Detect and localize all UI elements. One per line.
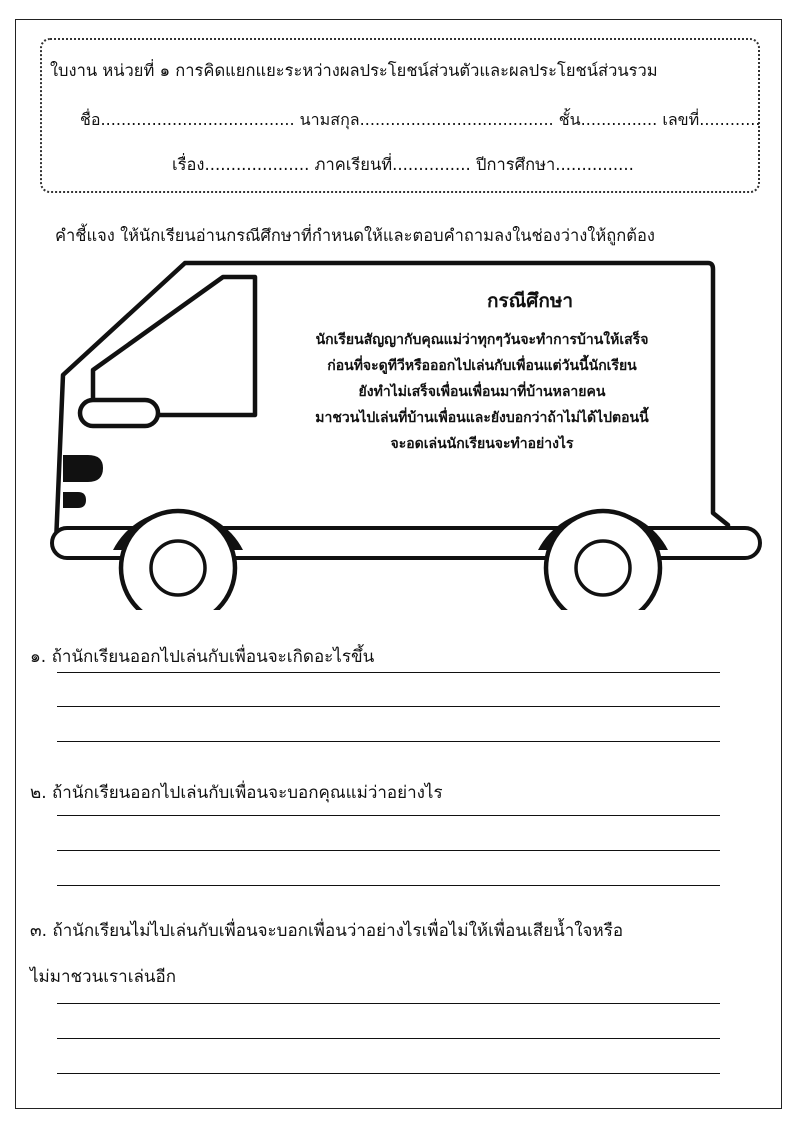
answer-line[interactable] [57,815,720,816]
case-study-line: มาชวนไปเล่นที่บ้านเพื่อนและยังบอกว่าถ้าไม่ได้ไปตอนนี้ [315,410,649,426]
answer-line[interactable] [57,885,720,886]
question-3: ๓. ถ้านักเรียนไม่ไปเล่นกับเพื่อนจะบอกเพื่อนว่าอย่างไรเพื่อไม่ให้เพื่อนเสียน้ำใจหรือ [30,921,624,941]
answer-line[interactable] [57,1073,720,1074]
case-study-text [262,327,702,457]
name-field-row: ชื่อ...................................... นามสกุล...................................... ชั้น............... เลขที่............ [80,110,761,129]
headlight [63,455,103,482]
topic-field-row: เรื่อง.................... ภาคเรียนที่............... ปีการศึกษา............... [172,155,634,174]
case-study-line: ยังทำไม่เสร็จเพื่อนเพื่อนมาที่บ้านหลายคน [358,384,606,400]
question-2: ๒. ถ้านักเรียนออกไปเล่นกับเพื่อนจะบอกคุณแม่ว่าอย่างไร [30,783,443,803]
instructions: คำชี้แจง ให้นักเรียนอ่านกรณีศึกษาที่กำหนดให้และตอบคำถามลงในช่องว่างให้ถูกต้อง [55,226,655,245]
question-3-continued: ไม่มาชวนเราเล่นอีก [30,967,177,987]
fog-light [63,492,86,508]
front-wheel [121,511,235,610]
door-handle [80,400,158,426]
answer-line[interactable] [57,741,720,742]
answer-line[interactable] [57,672,720,673]
truck-window [93,277,255,415]
worksheet-title: ใบงาน หน่วยที่ ๑ การคิดแยกแยะระหว่างผลประโยชน์ส่วนตัวและผลประโยชน์ส่วนรวม [50,61,658,80]
answer-line[interactable] [57,850,720,851]
case-study-title: กรณีศึกษา [486,290,574,312]
answer-line[interactable] [57,1038,720,1039]
answer-line[interactable] [57,1003,720,1004]
answer-line[interactable] [57,706,720,707]
case-study-line: นักเรียนสัญญากับคุณแม่ว่าทุกๆวันจะทำการบ้านให้เสร็จ [315,332,649,348]
question-1: ๑. ถ้านักเรียนออกไปเล่นกับเพื่อนจะเกิดอะไรขึ้น [30,647,375,667]
case-study-line: จะอดเล่นนักเรียนจะทำอย่างไร [390,436,574,452]
case-study-line: ก่อนที่จะดูทีวีหรือออกไปเล่นกับเพื่อนแต่วันนี้นักเรียน [327,358,637,374]
rear-wheel [546,511,660,610]
